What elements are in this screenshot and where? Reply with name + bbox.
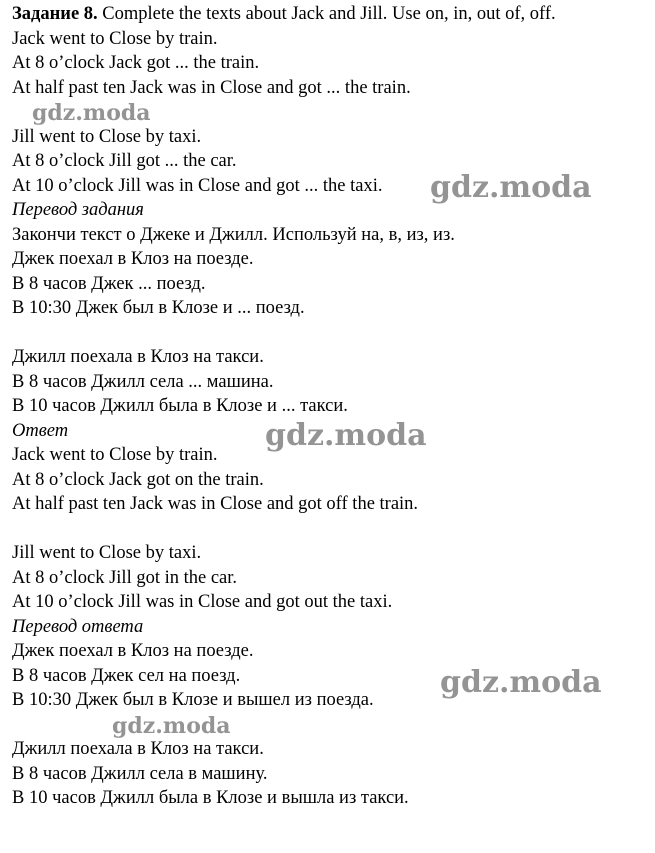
task-header xyxy=(12,2,652,27)
task-translation-jill-line: В 10 часов Джилл была в Клозе и ... такси. xyxy=(12,396,348,416)
task-translation-heading: Перевод задания xyxy=(12,200,144,220)
watermark: gdz.moda xyxy=(112,713,231,739)
task-translation-jill-line: В 8 часов Джилл села ... машина. xyxy=(12,371,274,392)
exercise-jack-line: At half past ten Jack was in Close and got ... the train. xyxy=(12,77,411,98)
answer-jack-line: At 8 o’clock Jack got on the train. xyxy=(12,469,264,490)
answer-jill-line: At 10 o’clock Jill was in Close and got out the taxi. xyxy=(12,592,393,612)
exercise-jack-line: Jack went to Close by train. xyxy=(12,28,218,49)
answer-jack-line: At half past ten Jack was in Close and got off the train. xyxy=(12,494,419,514)
answer-translation-jack-line: В 10:30 Джек был в Клозе и вышел из поезда. xyxy=(12,690,374,710)
exercise-jill-line: At 8 o’clock Jill got ... the car. xyxy=(12,151,237,171)
exercise-jill-line: Jill went to Close by taxi. xyxy=(12,126,202,147)
answer-translation-jill-line: В 8 часов Джилл села в машину. xyxy=(12,763,268,784)
answer-heading: Ответ xyxy=(12,420,69,441)
task-translation-instruction: Закончи текст о Джеке и Джилл. Используй на, в, из, из. xyxy=(12,224,455,245)
answer-translation-jack-line: В 8 часов Джек сел на поезд. xyxy=(12,665,241,686)
task-translation-jack-line: В 10:30 Джек был в Клозе и ... поезд. xyxy=(12,298,305,318)
answer-translation-jack-line: Джек поехал в Клоз на поезде. xyxy=(12,641,254,661)
task-translation-jill-line: Джилл поехала в Клоз на такси. xyxy=(12,347,264,367)
answer-translation-jill-line: Джилл поехала в Клоз на такси. xyxy=(12,739,264,759)
task-instruction: Complete the texts about Jack and Jill. Use on, in, out of, off. xyxy=(97,4,556,24)
answer-translation-jill-line: В 10 часов Джилл была в Клозе и вышла из такси. xyxy=(12,788,409,808)
exercise-jack-line: At 8 o’clock Jack got ... the train. xyxy=(12,53,260,73)
watermark: gdz.moda xyxy=(265,418,427,453)
answer-jack-line: Jack went to Close by train. xyxy=(12,445,218,465)
blank-spacer xyxy=(12,713,652,738)
task-translation-jack-line: В 8 часов Джек ... поезд. xyxy=(12,273,206,294)
blank-spacer xyxy=(12,517,652,542)
watermark: gdz.moda xyxy=(440,665,602,700)
task-label: Задание 8. xyxy=(12,4,98,24)
task-translation-jack-line: Джек поехал в Клоз на поезде. xyxy=(12,249,254,269)
answer-jill-line: At 8 o’clock Jill got in the car. xyxy=(12,567,238,588)
answer-translation-heading: Перевод ответа xyxy=(12,616,144,637)
exercise-jill-line: At 10 o’clock Jill was in Close and got ... the taxi. xyxy=(12,175,383,196)
answer-jill-line: Jill went to Close by taxi. xyxy=(12,543,202,563)
blank-spacer xyxy=(12,321,652,346)
watermark: gdz.moda xyxy=(32,100,151,126)
watermark: gdz.moda xyxy=(430,170,592,205)
